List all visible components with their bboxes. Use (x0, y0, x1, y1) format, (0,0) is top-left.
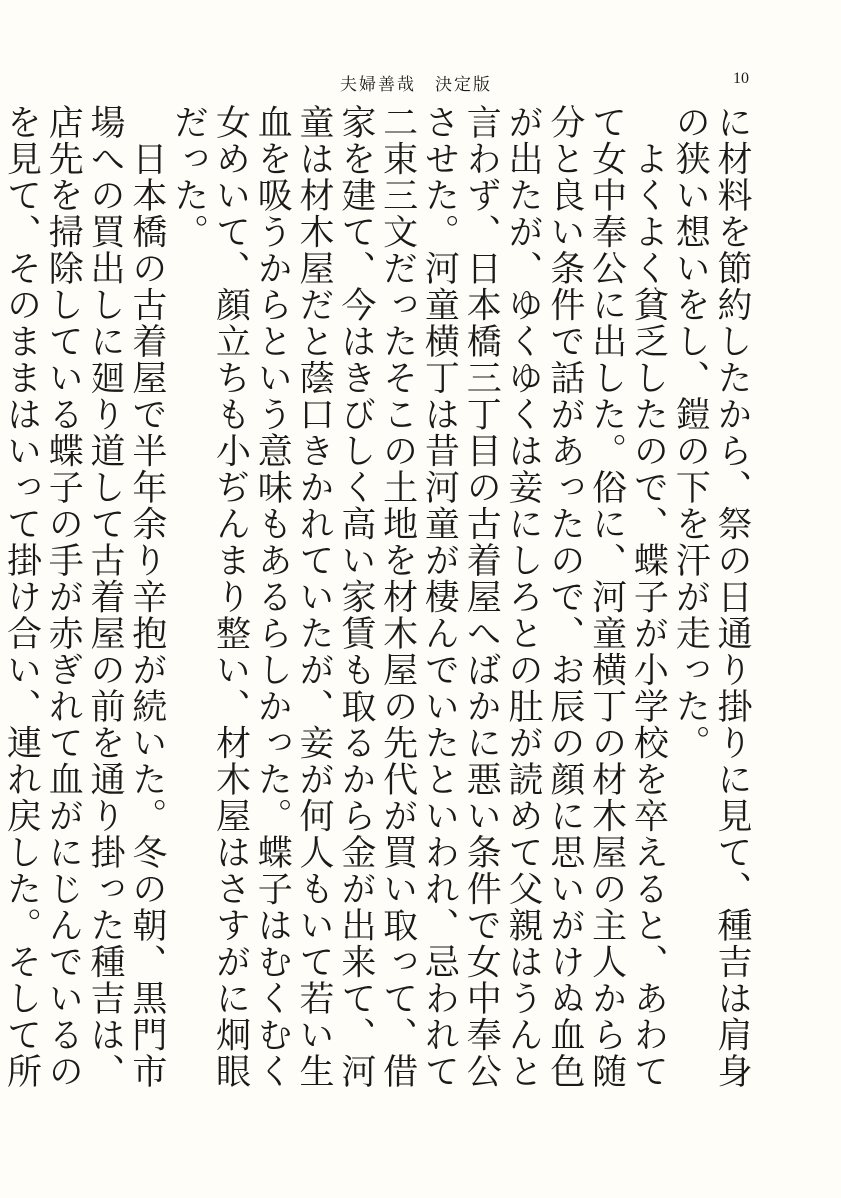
paragraph: に材料を節約したから、祭の日通り掛りに見て、種吉は肩身の狭い想いをし、鎧の下を汗が走った。 (670, 104, 752, 1090)
paragraph: よくよく貧乏したので、蝶子が小学校を卒えると、あわてて女中奉公に出した。俗に、河童横丁の材木屋の主人から随分と良い条件で話があったので、お辰の顔に思いがけぬ血色が出たが、ゆくゆくは妾にしろとの肚が読めて父親はうんと言わず、日本橋三丁目の古着屋へばかに悪い条件で女中奉公させた。河童横丁は昔河童が棲んでいたといわれ、忌われて二束三文だったそこの土地を材木屋の先代が買い取って、借家を建て、今はきびしく高い家賃も取るから金が出来て、河童は材木屋だと蔭口きかれていたが、妾が何人もいて若い生血を吸うからという意味もあるらしかった。蝶子はむくむく女めいて、顔立ちも小ぢんまり整い、材木屋はさすがに炯眼だった。 (168, 104, 669, 1090)
book-title: 夫婦善哉 決定版 (340, 75, 492, 95)
paragraph: 日本橋の古着屋で半年余り辛抱が続いた。冬の朝、黒門市場への買出しに廻り道して古着屋の前を通り掛った種吉は、店先を掃除している蝶子の手が赤ぎれて血がにじんでいるのを見て、そのままはいって掛け合い、連れ戻した。そして所 (1, 104, 167, 1090)
page-number: 10 (733, 70, 749, 87)
page-header (0, 70, 841, 100)
body-text (1, 104, 752, 1119)
